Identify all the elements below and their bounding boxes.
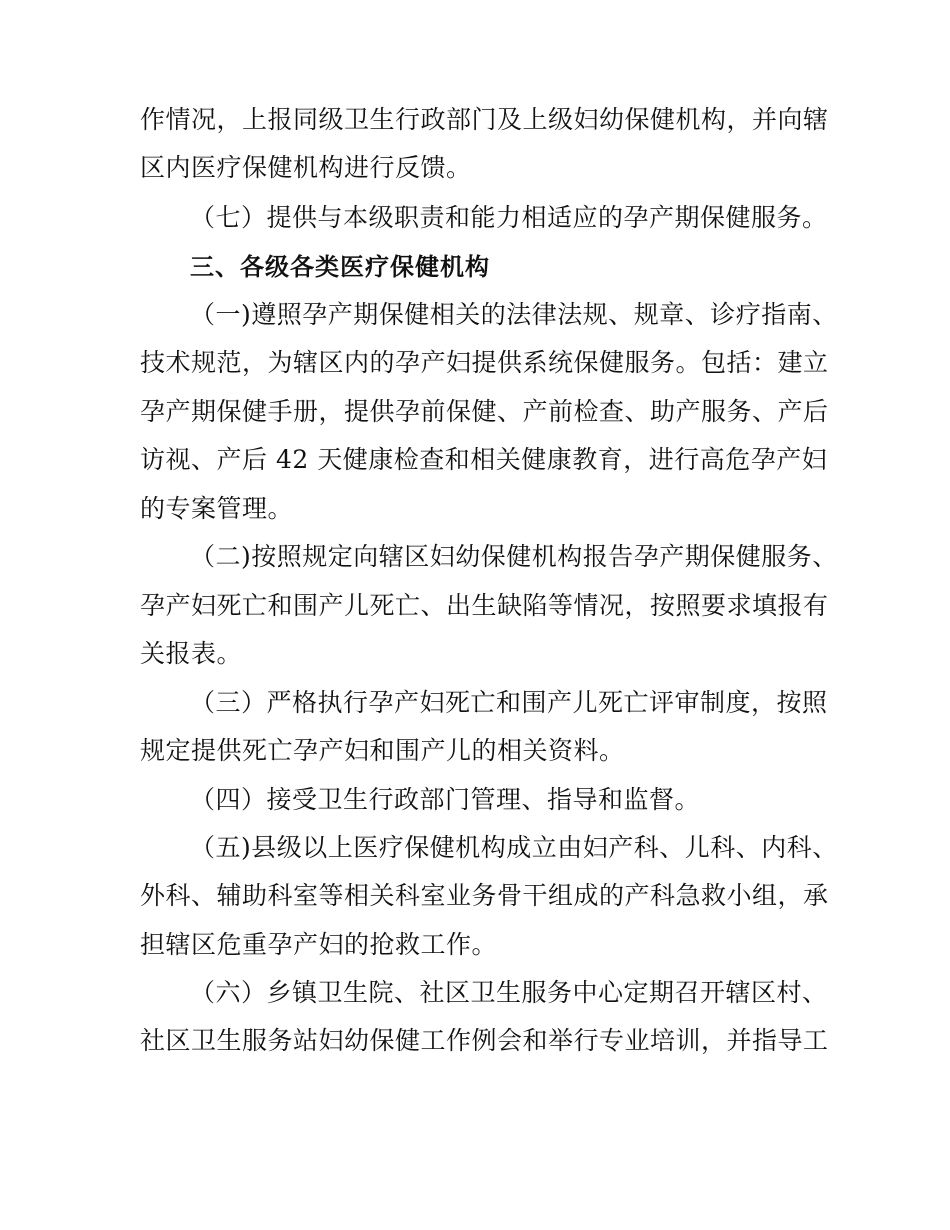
text-line: 规定提供死亡孕产妇和围产儿的相关资料。 [140, 736, 625, 765]
text-line: 作情况，上报同级卫生行政部门及上级妇幼保健机构，并向辖 [140, 105, 829, 134]
text-line: 区内医疗保健机构进行反馈。 [140, 153, 472, 182]
text-line: 社区卫生服务站妇幼保健工作例会和举行专业培训，并指导工 [140, 1026, 829, 1055]
text-line: （一)遵照孕产期保健相关的法律法规、规章、诊疗指南、 [190, 300, 838, 329]
text-line: 孕产妇死亡和围产儿死亡、出生缺陷等情况，按照要求填报有 [140, 591, 829, 620]
text-line: 技术规范，为辖区内的孕产妇提供系统保健服务。包括：建立 [140, 348, 829, 377]
text-line: （三）严格执行孕产妇死亡和围产儿死亡评审制度，按照 [190, 688, 828, 717]
text-line: 的专案管理。 [140, 494, 294, 523]
text-line: 访视、产后 42 天健康检查和相关健康教育，进行高危孕产妇 [140, 445, 828, 474]
text-line: （六）乡镇卫生院、社区卫生服务中心定期召开辖区村、 [190, 978, 828, 1007]
text-line: （四）接受卫生行政部门管理、指导和监督。 [190, 785, 701, 814]
section-heading: 三、各级各类医疗保健机构 [190, 253, 490, 281]
text-line: 关报表。 [140, 639, 243, 668]
text-line: 孕产期保健手册，提供孕前保健、产前检查、助产服务、产后 [140, 397, 829, 426]
text-line: （二)按照规定向辖区妇幼保健机构报告孕产期保健服务、 [190, 542, 838, 571]
text-line: 外科、辅助科室等相关科室业务骨干组成的产科急救小组，承 [140, 881, 829, 910]
text-line: 担辖区危重孕产妇的抢救工作。 [140, 930, 498, 959]
text-line: （七）提供与本级职责和能力相适应的孕产期保健服务。 [190, 203, 828, 232]
text-line: （五)县级以上医疗保健机构成立由妇产科、儿科、内科、 [190, 833, 838, 862]
